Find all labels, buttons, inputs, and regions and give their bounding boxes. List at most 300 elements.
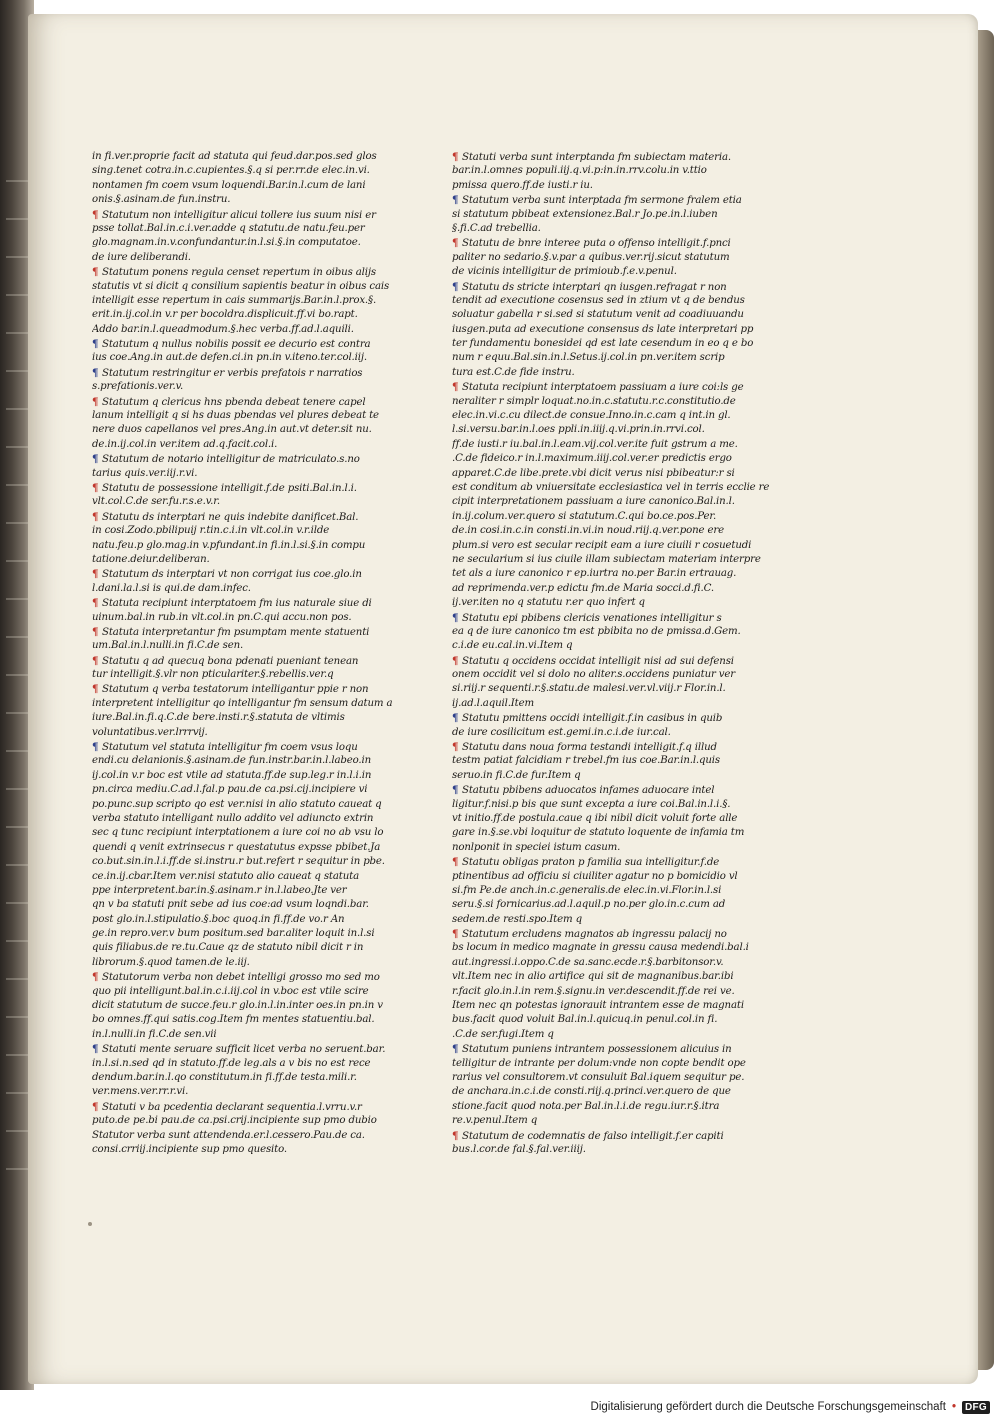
text-line: [92, 481, 410, 495]
text-line-content: ius coe.Ang.in aut.de defen.ci.in pn.in v.iteno.ter.col.iij.: [92, 352, 367, 364]
text-line: [452, 927, 770, 941]
text-line: [452, 452, 770, 466]
text-line-content: de.in.ij.col.in ver.item ad.q.facit.col.i.: [92, 438, 278, 450]
text-line-content: ce.in.ij.cbar.Item ver.nisi statuto alio caueat q statuta: [92, 870, 360, 882]
text-line: [452, 970, 770, 984]
text-line-content: seruo.in fi.C.de fur.Item q: [452, 769, 581, 781]
text-line: [452, 841, 770, 855]
text-line: [452, 280, 770, 294]
text-line-content: Statuta interpretantur fm psumptam mente statuenti: [102, 626, 370, 638]
text-line: [92, 913, 410, 927]
text-line: [92, 639, 410, 653]
text-line-content: de iure cosilicitum est.gemi.in.c.i.de iur.cal.: [452, 726, 671, 738]
text-line-content: Statutum ercludens magnatos ab ingressu palacij no: [462, 929, 727, 941]
text-line-content: l.si.versu.bar.in.l.oes ppli.in.iiij.q.vi.prin.in.rrvi.col.: [452, 424, 705, 436]
text-line: [452, 711, 770, 725]
text-line: [92, 769, 410, 783]
text-line-content: um.Bal.in.l.nulli.in fi.C.de sen.: [92, 640, 244, 652]
text-line: [92, 423, 410, 437]
text-line: [92, 510, 410, 524]
text-line-content: nontamen fm coem vsum loquendi.Bar.in.l.cum de lani: [92, 179, 366, 191]
text-line-content: .C.de ser.fugi.Item q: [452, 1028, 554, 1040]
text-line: [92, 783, 410, 797]
text-line: [452, 567, 770, 581]
text-line-content: tura est.C.de fide instru.: [452, 366, 575, 378]
text-line-content: ver.mens.ver.rr.r.vi.: [92, 1086, 189, 1098]
text-line: [452, 913, 770, 927]
text-line-content: ij.ver.iten no q statutu r.er quo infert q: [452, 597, 645, 609]
text-line: [92, 898, 410, 912]
text-line-content: tatione.deiur.deliberan.: [92, 553, 210, 565]
text-line: [452, 308, 770, 322]
text-line-content: dicit statutum de succe.feu.r glo.in.l.in.inter oes.in pn.in v: [92, 1000, 383, 1012]
text-line-content: ligitur.f.nisi.p bis que sunt excepta a iure coi.Bal.in.l.i.§.: [452, 798, 731, 810]
text-line-content: onis.§.asinam.de fun.instru.: [92, 194, 231, 206]
text-line-content: ter fundamentu bonesidei qd est late cesendum in eo q e bo: [452, 338, 754, 350]
text-line-content: cipit interpretationem passiuam a iure canonico.Bal.in.l.: [452, 496, 735, 508]
rubric-pilcrow-icon: ¶: [452, 856, 459, 869]
text-line: [92, 567, 410, 581]
text-line: [452, 1085, 770, 1099]
text-line-content: bar.in.l.omnes populi.iij.q.vi.p:in.in.rrv.colu.in v.ttio: [452, 165, 707, 177]
text-line-content: tendit ad executione cosensus sed in ztium vt q de bendus: [452, 294, 745, 306]
text-line: [452, 495, 770, 509]
text-line: [452, 265, 770, 279]
rubric-pilcrow-icon: ¶: [452, 712, 459, 725]
text-line-content: Item nec qn potestas ignorauit intrantem esse de magnati: [452, 1000, 744, 1012]
text-line: [452, 798, 770, 812]
rubric-pilcrow-icon: ¶: [452, 280, 459, 293]
text-line-content: consi.crriij.incipiente sup pmo quesito.: [92, 1143, 287, 1155]
text-line: [452, 395, 770, 409]
text-line-content: Statutorum verba non debet intelligi grosso mo sed mo: [102, 972, 380, 984]
text-line: [92, 467, 410, 481]
text-line: [92, 1057, 410, 1071]
text-line: [452, 654, 770, 668]
rubric-pilcrow-icon: ¶: [452, 381, 459, 394]
text-line-content: telligitur de intrante per dolum:vnde non copte bendit ope: [452, 1057, 746, 1069]
text-line: [92, 265, 410, 279]
text-line-content: librorum.§.quod tamen.de le.iij.: [92, 956, 250, 968]
text-line-content: si.riij.r sequenti.r.§.statu.de malesi.ver.vl.viij.r Flor.in.l.: [452, 683, 726, 695]
text-line: [452, 524, 770, 538]
text-line-content: puto.de pe.bi pau.de ca.psi.crij.incipiente sup pmo dubio: [92, 1115, 377, 1127]
text-line: [92, 611, 410, 625]
text-line-content: ff.de iusti.r iu.bal.in.l.eam.vij.col.ver.ite fuit gstrum a me.: [452, 438, 738, 450]
text-line: [92, 711, 410, 725]
text-line-content: de.in cosi.in.c.in consti.in.vi.in noud.riij.q.ver.pone ere: [452, 525, 724, 537]
text-line: [92, 1114, 410, 1128]
text-line: [92, 754, 410, 768]
text-line: [92, 193, 410, 207]
text-line: [92, 1100, 410, 1114]
footer-separator-icon: •: [951, 1401, 956, 1413]
text-line-content: tur intelligit.§.vlr non pticulariter.§.rebellis.ver.q: [92, 669, 334, 681]
text-line: [92, 539, 410, 553]
text-line-content: post glo.in.l.stipulatio.§.boc quoq.in fi.ff.de vo.r An: [92, 913, 345, 925]
text-line: [92, 970, 410, 984]
digitization-footer: [560, 1399, 990, 1415]
text-line: [452, 553, 770, 567]
text-line-content: endi.cu delanionis.§.asinam.de fun.instr.bar.in.l.labeo.in: [92, 755, 372, 767]
rubric-pilcrow-icon: ¶: [92, 481, 99, 494]
text-line: [452, 611, 770, 625]
text-line-content: Statutu de bnre interee puta o offenso intelligit.f.pnci: [462, 238, 731, 250]
text-line: [92, 222, 410, 236]
text-line-content: quis filiabus.de re.tu.Caue qz de statuto nibil dicit r in: [92, 942, 364, 954]
rubric-pilcrow-icon: ¶: [92, 338, 99, 351]
text-line: [452, 1143, 770, 1157]
text-line-content: stione.facit quod nota.per Bal.in.l.i.de regu.iur.r.§.itra: [452, 1100, 720, 1112]
text-line-content: Statutu epi pbibens clericis venationes intelligitur s: [462, 612, 722, 624]
text-line: [452, 625, 770, 639]
text-line: [452, 164, 770, 178]
rubric-pilcrow-icon: ¶: [92, 597, 99, 610]
text-line-content: Statuti verba sunt interptanda fm subiectam materia.: [462, 152, 731, 163]
text-line-content: interpretent intelligitur qo intelligantur fm sensum datum a: [92, 697, 393, 709]
text-line-content: ge.in repro.ver.v bum positum.sed bar.aliter loquit in.l.si: [92, 928, 375, 940]
text-line: [92, 524, 410, 538]
text-line-content: statutis vt si dicit q consilium sapientis beatur in oibus cais: [92, 280, 390, 292]
text-line-content: in.l.si.n.sed qd in statuto.ff.de leg.als a v bis no est rece: [92, 1057, 371, 1069]
text-line-content: sec q tunc recipiunt interptationem a iure coi no ab vsu lo: [92, 827, 384, 839]
text-line-content: ea q de iure canonico tm est pbibita no de pmissa.d.Gem.: [452, 625, 741, 637]
text-line: [92, 582, 410, 596]
text-line-content: §.fi.C.ad trebellia.: [452, 222, 541, 234]
text-line-content: vlt.Item nec in alio artifice qui sit de magnanibus.bar.ibi: [452, 971, 734, 983]
text-line-content: Statutu obligas praton p familia sua intelligitur.f.de: [462, 857, 720, 869]
text-line-content: Statutum de codemnatis de falso intelligit.f.er capiti: [462, 1130, 724, 1142]
text-line-content: quo pii intelligunt.bal.in.c.i.iij.col in v.boc est vtile scire: [92, 985, 369, 997]
text-line-content: ne secularium si ius ciuile illam subiectam materiam interpre: [452, 553, 761, 565]
text-line-content: natu.feu.p glo.mag.in v.pfundant.in fi.in.l.si.§.in compu: [92, 539, 366, 551]
text-line: [452, 884, 770, 898]
text-line-content: re.v.penul.Item q: [452, 1115, 538, 1127]
text-line-content: Statuta recipiunt interptatoem passiuam a iure coi:ls ge: [462, 382, 744, 394]
text-line: [452, 236, 770, 250]
text-line: [92, 337, 410, 351]
text-line-content: de anchara.in.c.i.de consti.riij.q.princi.ver.quero de que: [452, 1086, 731, 1098]
rubric-pilcrow-icon: ¶: [92, 568, 99, 581]
text-line: [92, 927, 410, 941]
text-line-content: Statuti v ba pcedentia declarant sequentia.l.vrru.v.r: [102, 1101, 362, 1113]
text-line: [452, 251, 770, 265]
text-line-content: uinum.bal.in rub.in vlt.col.in pn.C.qui accu.non pos.: [92, 611, 352, 623]
text-line-content: po.punc.sup scripto qo est ver.nisi in alio statuto caueat q: [92, 798, 382, 810]
text-line: [452, 1114, 770, 1128]
text-line: [92, 812, 410, 826]
text-line: [92, 999, 410, 1013]
binding-texture: [6, 180, 28, 1180]
rubric-pilcrow-icon: ¶: [92, 510, 99, 523]
rubric-pilcrow-icon: ¶: [92, 366, 99, 379]
text-line-content: qn v ba statuti pnit sebe ad ius coe:ad vsum loqndi.bar.: [92, 899, 369, 911]
text-line: [92, 1028, 410, 1042]
text-line: [92, 1071, 410, 1085]
text-line-content: verba statuto intelligant nullo addito vel adiuncto extrin: [92, 812, 374, 824]
rubric-pilcrow-icon: ¶: [92, 395, 99, 408]
text-line-content: ad reprimenda.ver.p edictu fm.de Maria socci.d.fi.C.: [452, 582, 714, 594]
text-line-content: .C.de fideico.r in.l.maximum.iiij.col.ver.er predictis ergo: [452, 453, 732, 465]
text-line: [92, 654, 410, 668]
text-line: [92, 236, 410, 250]
rubric-pilcrow-icon: ¶: [452, 151, 459, 163]
text-line: [452, 754, 770, 768]
text-line: [92, 1129, 410, 1143]
text-line-content: ij.col.in v.r boc est vtile ad statuta.ff.de sup.leg.r in.l.i.in: [92, 769, 372, 781]
text-line-content: de vicinis intelligitur de primioub.f.e.v.penul.: [452, 266, 677, 278]
text-line: [452, 668, 770, 682]
rubric-pilcrow-icon: ¶: [452, 1129, 459, 1142]
text-line: [92, 395, 410, 409]
text-line: [452, 956, 770, 970]
text-line-content: testm patiat falcidiam r trebel.fm ius coe.Bar.in.l.quis: [452, 755, 720, 767]
text-line: [92, 884, 410, 898]
text-line-content: iure.Bal.in.fi.q.C.de bere.insti.r.§.statuta de vltimis: [92, 712, 345, 724]
text-line-content: onem occidit vel si dolo no aliter.s.occidens puniatur ver: [452, 669, 736, 681]
text-line: [92, 941, 410, 955]
rubric-pilcrow-icon: ¶: [92, 971, 99, 984]
rubric-pilcrow-icon: ¶: [92, 1100, 99, 1113]
text-line: [92, 668, 410, 682]
text-line-content: de iure deliberandi.: [92, 251, 191, 263]
text-line: [452, 222, 770, 236]
text-line: [92, 409, 410, 423]
text-line: [452, 941, 770, 955]
text-line-content: Statutum puniens intrantem possessionem alicuius in: [462, 1044, 732, 1056]
text-line-content: Statutor verba sunt attendenda.er.l.cessero.Pau.de ca.: [92, 1129, 365, 1141]
text-line: [92, 726, 410, 740]
text-line: [452, 481, 770, 495]
text-line-content: pmissa quero.ff.de iusti.r iu.: [452, 179, 593, 191]
footer-credit-text: Digitalisierung gefördert durch die Deutsche Forschungsgemeinschaft: [590, 1401, 946, 1413]
text-line: [92, 1143, 410, 1157]
text-line-content: sedem.de resti.spo.Item q: [452, 913, 582, 925]
text-line: [452, 1071, 770, 1085]
text-line: [452, 380, 770, 394]
text-line-content: ppe interpretent.bar.in.§.asinam.r in.l.labeo.Jte ver: [92, 884, 347, 896]
text-line-content: bo omnes.ff.qui satis.cog.Item fm mentes statuentiu.bal.: [92, 1014, 375, 1026]
text-line: [452, 1057, 770, 1071]
text-line-content: in.l.nulli.in fi.C.de sen.vii: [92, 1028, 217, 1040]
rubric-pilcrow-icon: ¶: [452, 784, 459, 797]
text-line: [452, 438, 770, 452]
text-line-content: voluntatibus.ver.lrrrvij.: [92, 726, 208, 738]
text-line-content: bus.l.cor.de fal.§.fal.ver.iiij.: [452, 1143, 586, 1155]
text-line-content: Statutum q verba testatorum intelligantur ppie r non: [102, 684, 369, 696]
text-line-content: in fi.ver.proprie facit ad statuta qui feud.dar.pos.sed glos: [92, 151, 377, 162]
text-line-content: Statutum verba sunt interptada fm sermone fralem etia: [462, 195, 742, 207]
rubric-pilcrow-icon: ¶: [92, 625, 99, 638]
text-line: [452, 999, 770, 1013]
text-line: [92, 1085, 410, 1099]
text-line-content: Statutum q clericus hns pbenda debeat tenere capel: [102, 396, 366, 408]
text-line: [452, 985, 770, 999]
right-text-column: [452, 150, 770, 1157]
text-line: [452, 294, 770, 308]
text-line-content: ij.ad.l.aquil.Item: [452, 697, 535, 709]
rubric-pilcrow-icon: ¶: [452, 194, 459, 207]
text-line-content: quendi q venit extrinsecus r questatutus expsse pbibet.Ja: [92, 841, 381, 853]
text-line: [92, 1013, 410, 1027]
text-line: [452, 1028, 770, 1042]
text-line: [92, 1042, 410, 1056]
text-line: [452, 467, 770, 481]
text-line: [92, 798, 410, 812]
text-line-content: Statutum vel statuta intelligitur fm coem vsus loqu: [102, 742, 358, 754]
text-line-content: bs locum in medico magnate in gressu causa medendi.bal.i: [452, 942, 749, 954]
text-line-content: num r equu.Bal.sin.in.l.Setus.ij.col.in pn.ver.item scrip: [452, 352, 725, 364]
text-line-content: seru.§.si fornicarius.ad.l.aquil.p no.per glo.in.c.cum ad: [452, 899, 726, 911]
text-line-content: Addo bar.in.l.queadmodum.§.hec verba.ff.ad.l.aquili.: [92, 323, 354, 335]
text-line: [92, 438, 410, 452]
text-line: [452, 539, 770, 553]
text-line-content: Statuti mente seruare sufficit licet verba no seruent.bar.: [102, 1044, 386, 1056]
text-line: [452, 783, 770, 797]
text-line: [452, 769, 770, 783]
text-line-content: in.ij.colum.ver.quero si statutum.C.qui bo.ce.pos.Per.: [452, 510, 717, 522]
text-line: [92, 351, 410, 365]
dfg-logo: DFG: [962, 1401, 990, 1414]
text-line: [452, 812, 770, 826]
text-line: [452, 323, 770, 337]
text-line-content: Statutu pmittens occidi intelligit.f.in casibus in quib: [462, 713, 723, 725]
rubric-pilcrow-icon: ¶: [92, 683, 99, 696]
text-line-content: Statutu q ad quecuq bona pdenati pueniant tenean: [102, 655, 359, 667]
text-line: [92, 294, 410, 308]
text-line-content: Statutum ponens regula censet repertum in oibus alijs: [102, 267, 376, 279]
text-line: [92, 380, 410, 394]
text-line-content: l.dani.la.l.si is qui.de dam.infec.: [92, 582, 251, 594]
text-line-content: Statutu de possessione intelligit.f.de psiti.Bal.in.l.i.: [102, 482, 357, 494]
text-line-content: r.facit glo.in.l.in rem.§.signu.in ver.descendit.ff.de rei ve.: [452, 985, 735, 997]
text-line-content: Statutu dans noua forma testandi intelligit.f.q illud: [462, 742, 717, 754]
text-line-content: Statutum ds interptari vt non corrigat ius coe.glo.in: [102, 569, 362, 581]
text-line-content: erit.in.ij.col.in v.r per bocoldra.displicuit.ff.vi bo.rapt.: [92, 309, 358, 321]
text-line: [452, 898, 770, 912]
text-line-content: pn.circa mediu.C.ad.l.fal.p pau.de ca.psi.cij.incipiere vi: [92, 784, 368, 796]
text-line-content: Statuta recipiunt interptatoem fm ius naturale siue di: [102, 598, 372, 610]
text-line: [92, 596, 410, 610]
text-line: [92, 553, 410, 567]
text-line: [452, 870, 770, 884]
text-line-content: tet als a iure canonico r ep.iurtra no.per Bar.in ertrauag.: [452, 568, 737, 580]
rubric-pilcrow-icon: ¶: [92, 208, 99, 221]
text-line: [452, 179, 770, 193]
text-line-content: elec.in.vi.c.cu dilect.de consue.Inno.in.c.cam q int.in gl.: [452, 410, 731, 422]
text-line: [452, 193, 770, 207]
text-line: [92, 956, 410, 970]
text-line-content: bus.facit quod voluit Bal.in.l.quicuq.in penul.col.in fi.: [452, 1014, 718, 1026]
text-line-content: glo.magnam.in.v.confundantur.in.l.si.§.in computatoe.: [92, 237, 361, 249]
text-line: [452, 1100, 770, 1114]
text-line: [452, 510, 770, 524]
text-line: [92, 740, 410, 754]
text-line-content: Statutu ds interptari ne quis indebite danificet.Bal.: [102, 511, 359, 523]
text-line-content: s.prefationis.ver.v.: [92, 381, 184, 393]
text-line-content: psse tollat.Bal.in.c.i.ver.adde q statutu.de natu.feu.per: [92, 222, 365, 234]
text-line-content: si statutum pbibeat extensionez.Bal.r Jo.pe.in.l.iuben: [452, 208, 718, 220]
text-line: [92, 179, 410, 193]
text-line: [92, 870, 410, 884]
text-line: [452, 855, 770, 869]
text-line: [92, 826, 410, 840]
text-line: [92, 323, 410, 337]
text-line-content: in cosi.Zodo.pbilipuij r.tin.c.i.in vlt.col.in v.r.ilde: [92, 525, 330, 537]
rubric-pilcrow-icon: ¶: [452, 1043, 459, 1056]
text-line: [452, 639, 770, 653]
text-line: [452, 351, 770, 365]
text-line: [452, 1129, 770, 1143]
rubric-pilcrow-icon: ¶: [92, 453, 99, 466]
rubric-pilcrow-icon: ¶: [452, 654, 459, 667]
text-line-content: tarius quis.ver.iij.r.vi.: [92, 467, 198, 479]
rubric-pilcrow-icon: ¶: [452, 741, 459, 754]
text-line-content: Statutum de notario intelligitur de matriculato.s.no: [102, 454, 360, 466]
text-line-content: aut.ingressi.i.oppo.C.de sa.sanc.ecde.r.§.barbitonsor.v.: [452, 956, 724, 968]
text-line-content: sing.tenet cotra.in.c.cupientes.§.q si per.rr.de elec.in.vi.: [92, 165, 370, 177]
text-line: [92, 366, 410, 380]
text-line: [92, 985, 410, 999]
text-line: [452, 596, 770, 610]
text-line: [92, 280, 410, 294]
rubric-pilcrow-icon: ¶: [92, 266, 99, 279]
text-line: [92, 164, 410, 178]
text-line-content: soluatur gabella r si.sed si statutum venit ad coadiuuandu: [452, 309, 744, 321]
rubric-pilcrow-icon: ¶: [452, 928, 459, 941]
text-line: [92, 452, 410, 466]
text-line: [452, 740, 770, 754]
text-line: [92, 150, 410, 164]
text-line: [452, 366, 770, 380]
text-line-content: ptinentibus ad officiu si ciuiliter agatur no p bomicidio vl: [452, 870, 738, 882]
text-line: [92, 495, 410, 509]
text-line-content: iusgen.puta ad executione consensus ds late interpretari pp: [452, 323, 754, 335]
text-line: [452, 150, 770, 164]
text-line-content: Statutu ds stricte interptari qn iusgen.refragat r non: [462, 281, 727, 293]
text-line-content: Statutu q occidens occidat intelligit nisi ad sui defensi: [462, 655, 734, 667]
text-line: [92, 841, 410, 855]
text-line-content: intelligit esse repertum in cais summarijs.Bar.in.l.prox.§.: [92, 294, 377, 306]
text-line-content: apparet.C.de libe.prete.vbi dicit verus nisi pbibeatur:r si: [452, 467, 735, 479]
text-line: [92, 208, 410, 222]
text-line-content: vlt.col.C.de ser.fu.r.s.e.v.r.: [92, 496, 220, 508]
text-line-content: co.but.sin.in.l.i.ff.de si.instru.r but.refert r sequitur in pbe.: [92, 856, 385, 868]
text-line-content: c.i.de eu.cal.in.vi.Item q: [452, 640, 573, 652]
text-line: [452, 337, 770, 351]
text-line: [452, 1042, 770, 1056]
text-line-content: dendum.bar.in.l.qo constitutum.in fi.ff.de testa.mili.r.: [92, 1072, 357, 1083]
text-line: [92, 697, 410, 711]
text-line-content: Statutum non intelligitur alicui tollere ius suum nisi er: [102, 209, 376, 221]
text-line-content: lanum intelligit q si hs duas pbendas vel plures debeat te: [92, 410, 379, 422]
text-line-content: Statutu pbibens aduocatos infames aduocare intel: [462, 785, 715, 797]
text-line: [92, 251, 410, 265]
text-line: [452, 409, 770, 423]
text-line-content: nonlponit in speciei istum casum.: [452, 841, 621, 853]
text-line: [452, 726, 770, 740]
text-line: [452, 682, 770, 696]
text-line: [92, 682, 410, 696]
rubric-pilcrow-icon: ¶: [92, 654, 99, 667]
rubric-pilcrow-icon: ¶: [452, 237, 459, 250]
text-line: [452, 697, 770, 711]
text-line: [452, 1013, 770, 1027]
text-line: [452, 582, 770, 596]
text-line: [452, 826, 770, 840]
text-line-content: si.fm Pe.de anch.in.c.generalis.de elec.in.vi.Flor.in.l.si: [452, 884, 722, 896]
rubric-pilcrow-icon: ¶: [92, 741, 99, 754]
